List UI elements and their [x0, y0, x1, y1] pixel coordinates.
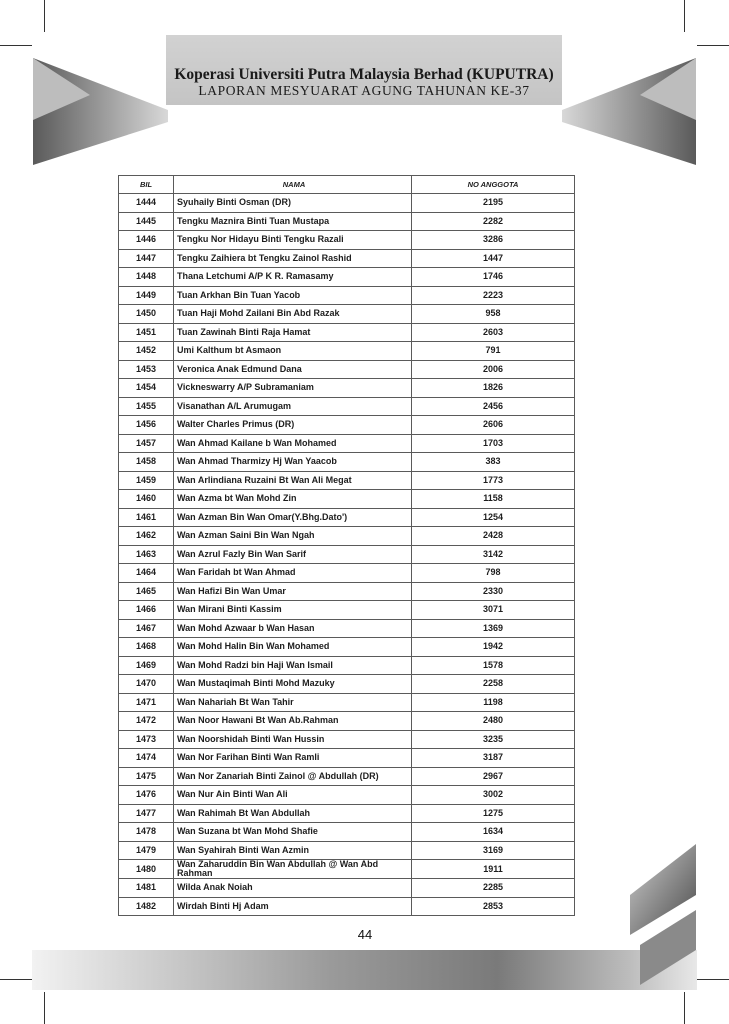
cell-nama: Wan Azma bt Wan Mohd Zin: [174, 490, 412, 509]
table-row: [119, 471, 575, 490]
cell-nama: Wan Arlindiana Ruzaini Bt Wan Ali Megat: [174, 471, 412, 490]
cell-bil: 1480: [119, 860, 174, 879]
cell-nama: Syuhaily Binti Osman (DR): [174, 194, 412, 213]
cell-nama: Wan Noor Hawani Bt Wan Ab.Rahman: [174, 712, 412, 731]
table-row: [119, 194, 575, 213]
crop-mark: [684, 992, 685, 1024]
cell-nama: Wan Nor Zanariah Binti Zainol @ Abdullah (DR): [174, 767, 412, 786]
cell-no-anggota: 1275: [412, 804, 575, 823]
cell-nama: Tengku Zaihiera bt Tengku Zainol Rashid: [174, 249, 412, 268]
header-no-anggota: NO ANGGOTA: [412, 176, 575, 194]
cell-bil: 1454: [119, 379, 174, 398]
table-header-row: [119, 176, 575, 194]
footer-decoration-right: [620, 840, 700, 990]
cell-nama: Tuan Arkhan Bin Tuan Yacob: [174, 286, 412, 305]
cell-bil: 1455: [119, 397, 174, 416]
table-row: [119, 212, 575, 231]
table-row: [119, 490, 575, 509]
cell-no-anggota: 1578: [412, 656, 575, 675]
cell-bil: 1481: [119, 879, 174, 898]
cell-bil: 1476: [119, 786, 174, 805]
cell-no-anggota: 3235: [412, 730, 575, 749]
cell-no-anggota: 3286: [412, 231, 575, 250]
cell-nama: Wilda Anak Noiah: [174, 879, 412, 898]
cell-no-anggota: 2853: [412, 897, 575, 916]
table-row: [119, 693, 575, 712]
table-row: [119, 841, 575, 860]
header-decoration-right: [560, 50, 700, 170]
table-row: [119, 416, 575, 435]
cell-no-anggota: 1254: [412, 508, 575, 527]
table-body: [119, 194, 575, 916]
cell-bil: 1466: [119, 601, 174, 620]
cell-bil: 1453: [119, 360, 174, 379]
table-row: [119, 342, 575, 361]
cell-no-anggota: 2603: [412, 323, 575, 342]
cell-bil: 1462: [119, 527, 174, 546]
cell-no-anggota: 1826: [412, 379, 575, 398]
table-row: [119, 823, 575, 842]
cell-nama: Wan Nahariah Bt Wan Tahir: [174, 693, 412, 712]
table-row: [119, 582, 575, 601]
cell-no-anggota: 798: [412, 564, 575, 583]
cell-nama: Wan Syahirah Binti Wan Azmin: [174, 841, 412, 860]
table-row: [119, 804, 575, 823]
cell-no-anggota: 1198: [412, 693, 575, 712]
table-row: [119, 231, 575, 250]
table-row: [119, 434, 575, 453]
cell-no-anggota: 383: [412, 453, 575, 472]
table-row: [119, 619, 575, 638]
cell-nama: Wan Ahmad Tharmizy Hj Wan Yaacob: [174, 453, 412, 472]
cell-nama: Tuan Haji Mohd Zailani Bin Abd Razak: [174, 305, 412, 324]
table-row: [119, 564, 575, 583]
cell-bil: 1448: [119, 268, 174, 287]
cell-no-anggota: 2223: [412, 286, 575, 305]
page-number: 44: [357, 927, 373, 942]
cell-bil: 1451: [119, 323, 174, 342]
cell-nama: Tengku Maznira Binti Tuan Mustapa: [174, 212, 412, 231]
cell-nama: Wan Noorshidah Binti Wan Hussin: [174, 730, 412, 749]
cell-bil: 1447: [119, 249, 174, 268]
cell-no-anggota: 3071: [412, 601, 575, 620]
cell-bil: 1473: [119, 730, 174, 749]
cell-no-anggota: 1773: [412, 471, 575, 490]
table-row: [119, 286, 575, 305]
cell-bil: 1445: [119, 212, 174, 231]
cell-bil: 1467: [119, 619, 174, 638]
cell-no-anggota: 3142: [412, 545, 575, 564]
cell-bil: 1479: [119, 841, 174, 860]
crop-mark: [44, 992, 45, 1024]
cell-nama: Umi Kalthum bt Asmaon: [174, 342, 412, 361]
cell-no-anggota: 1942: [412, 638, 575, 657]
cell-nama: Wan Azman Saini Bin Wan Ngah: [174, 527, 412, 546]
table-row: [119, 268, 575, 287]
cell-bil: 1465: [119, 582, 174, 601]
table-row: [119, 527, 575, 546]
cell-bil: 1460: [119, 490, 174, 509]
table-row: [119, 545, 575, 564]
cell-no-anggota: 3187: [412, 749, 575, 768]
cell-no-anggota: 958: [412, 305, 575, 324]
cell-bil: 1482: [119, 897, 174, 916]
cell-no-anggota: 2456: [412, 397, 575, 416]
cell-no-anggota: 2006: [412, 360, 575, 379]
cell-nama: Wan Mohd Azwaar b Wan Hasan: [174, 619, 412, 638]
cell-bil: 1474: [119, 749, 174, 768]
cell-no-anggota: 2282: [412, 212, 575, 231]
member-table: [118, 175, 575, 916]
table-row: [119, 379, 575, 398]
table-row: [119, 879, 575, 898]
cell-no-anggota: 1911: [412, 860, 575, 879]
table-row: [119, 249, 575, 268]
table-row: [119, 712, 575, 731]
cell-nama: Wan Faridah bt Wan Ahmad: [174, 564, 412, 583]
table-row: [119, 656, 575, 675]
cell-nama: Wan Hafizi Bin Wan Umar: [174, 582, 412, 601]
cell-no-anggota: 1634: [412, 823, 575, 842]
cell-nama: Wan Nor Farihan Binti Wan Ramli: [174, 749, 412, 768]
cell-no-anggota: 1369: [412, 619, 575, 638]
crop-mark: [697, 45, 729, 46]
cell-bil: 1471: [119, 693, 174, 712]
cell-bil: 1461: [119, 508, 174, 527]
cell-bil: 1463: [119, 545, 174, 564]
cell-bil: 1469: [119, 656, 174, 675]
table-row: [119, 453, 575, 472]
cell-bil: 1446: [119, 231, 174, 250]
cell-nama: Vickneswarry A/P Subramaniam: [174, 379, 412, 398]
cell-bil: 1470: [119, 675, 174, 694]
table-row: [119, 323, 575, 342]
cell-no-anggota: 3169: [412, 841, 575, 860]
cell-bil: 1472: [119, 712, 174, 731]
cell-bil: 1452: [119, 342, 174, 361]
cell-nama: Wan Mirani Binti Kassim: [174, 601, 412, 620]
crop-mark: [0, 45, 32, 46]
cell-no-anggota: 1746: [412, 268, 575, 287]
table-row: [119, 749, 575, 768]
cell-nama: Wirdah Binti Hj Adam: [174, 897, 412, 916]
document-subtitle: LAPORAN MESYUARAT AGUNG TAHUNAN KE-37: [198, 83, 530, 98]
footer-band: [32, 950, 697, 990]
cell-nama: Wan Mohd Halin Bin Wan Mohamed: [174, 638, 412, 657]
table-row: [119, 360, 575, 379]
document-title: Koperasi Universiti Putra Malaysia Berhad (KUPUTRA): [174, 66, 554, 83]
crop-mark: [684, 0, 685, 32]
cell-nama: Walter Charles Primus (DR): [174, 416, 412, 435]
cell-nama: Wan Mohd Radzi bin Haji Wan Ismail: [174, 656, 412, 675]
header-bil: BIL: [119, 176, 174, 194]
cell-bil: 1456: [119, 416, 174, 435]
table-row: [119, 397, 575, 416]
cell-bil: 1457: [119, 434, 174, 453]
cell-bil: 1444: [119, 194, 174, 213]
cell-no-anggota: 2967: [412, 767, 575, 786]
cell-bil: 1450: [119, 305, 174, 324]
cell-nama: Wan Ahmad Kailane b Wan Mohamed: [174, 434, 412, 453]
cell-no-anggota: 2285: [412, 879, 575, 898]
cell-nama: Visanathan A/L Arumugam: [174, 397, 412, 416]
cell-bil: 1449: [119, 286, 174, 305]
cell-bil: 1458: [119, 453, 174, 472]
table-row: [119, 638, 575, 657]
table-row: [119, 305, 575, 324]
cell-nama: Wan Suzana bt Wan Mohd Shafie: [174, 823, 412, 842]
cell-no-anggota: 2195: [412, 194, 575, 213]
cell-nama: Veronica Anak Edmund Dana: [174, 360, 412, 379]
cell-nama: Tengku Nor Hidayu Binti Tengku Razali: [174, 231, 412, 250]
cell-nama: Wan Nur Ain Binti Wan Ali: [174, 786, 412, 805]
cell-no-anggota: 3002: [412, 786, 575, 805]
cell-no-anggota: 791: [412, 342, 575, 361]
crop-mark: [0, 979, 32, 980]
cell-no-anggota: 2258: [412, 675, 575, 694]
cell-no-anggota: 1158: [412, 490, 575, 509]
crop-mark: [44, 0, 45, 32]
table-row: [119, 601, 575, 620]
cell-nama: Tuan Zawinah Binti Raja Hamat: [174, 323, 412, 342]
cell-nama: Thana Letchumi A/P K R. Ramasamy: [174, 268, 412, 287]
table-row: [119, 508, 575, 527]
table-row: [119, 786, 575, 805]
table-row: [119, 897, 575, 916]
header-nama: NAMA: [174, 176, 412, 194]
cell-bil: 1468: [119, 638, 174, 657]
cell-no-anggota: 1703: [412, 434, 575, 453]
crop-mark: [697, 979, 729, 980]
cell-no-anggota: 2428: [412, 527, 575, 546]
cell-bil: 1475: [119, 767, 174, 786]
cell-bil: 1459: [119, 471, 174, 490]
cell-no-anggota: 1447: [412, 249, 575, 268]
cell-nama: Wan Mustaqimah Binti Mohd Mazuky: [174, 675, 412, 694]
header-decoration-left: [30, 50, 170, 170]
table-row: [119, 767, 575, 786]
cell-nama: Wan Azman Bin Wan Omar(Y.Bhg.Dato'): [174, 508, 412, 527]
cell-no-anggota: 2330: [412, 582, 575, 601]
cell-bil: 1478: [119, 823, 174, 842]
cell-nama: Wan Rahimah Bt Wan Abdullah: [174, 804, 412, 823]
cell-no-anggota: 2480: [412, 712, 575, 731]
cell-bil: 1464: [119, 564, 174, 583]
cell-nama: Wan Azrul Fazly Bin Wan Sarif: [174, 545, 412, 564]
cell-no-anggota: 2606: [412, 416, 575, 435]
table-row: [119, 730, 575, 749]
cell-bil: 1477: [119, 804, 174, 823]
table-row: [119, 675, 575, 694]
table-row: [119, 860, 575, 879]
cell-nama: Wan Zaharuddin Bin Wan Abdullah @ Wan Abd Rahman: [174, 860, 412, 879]
